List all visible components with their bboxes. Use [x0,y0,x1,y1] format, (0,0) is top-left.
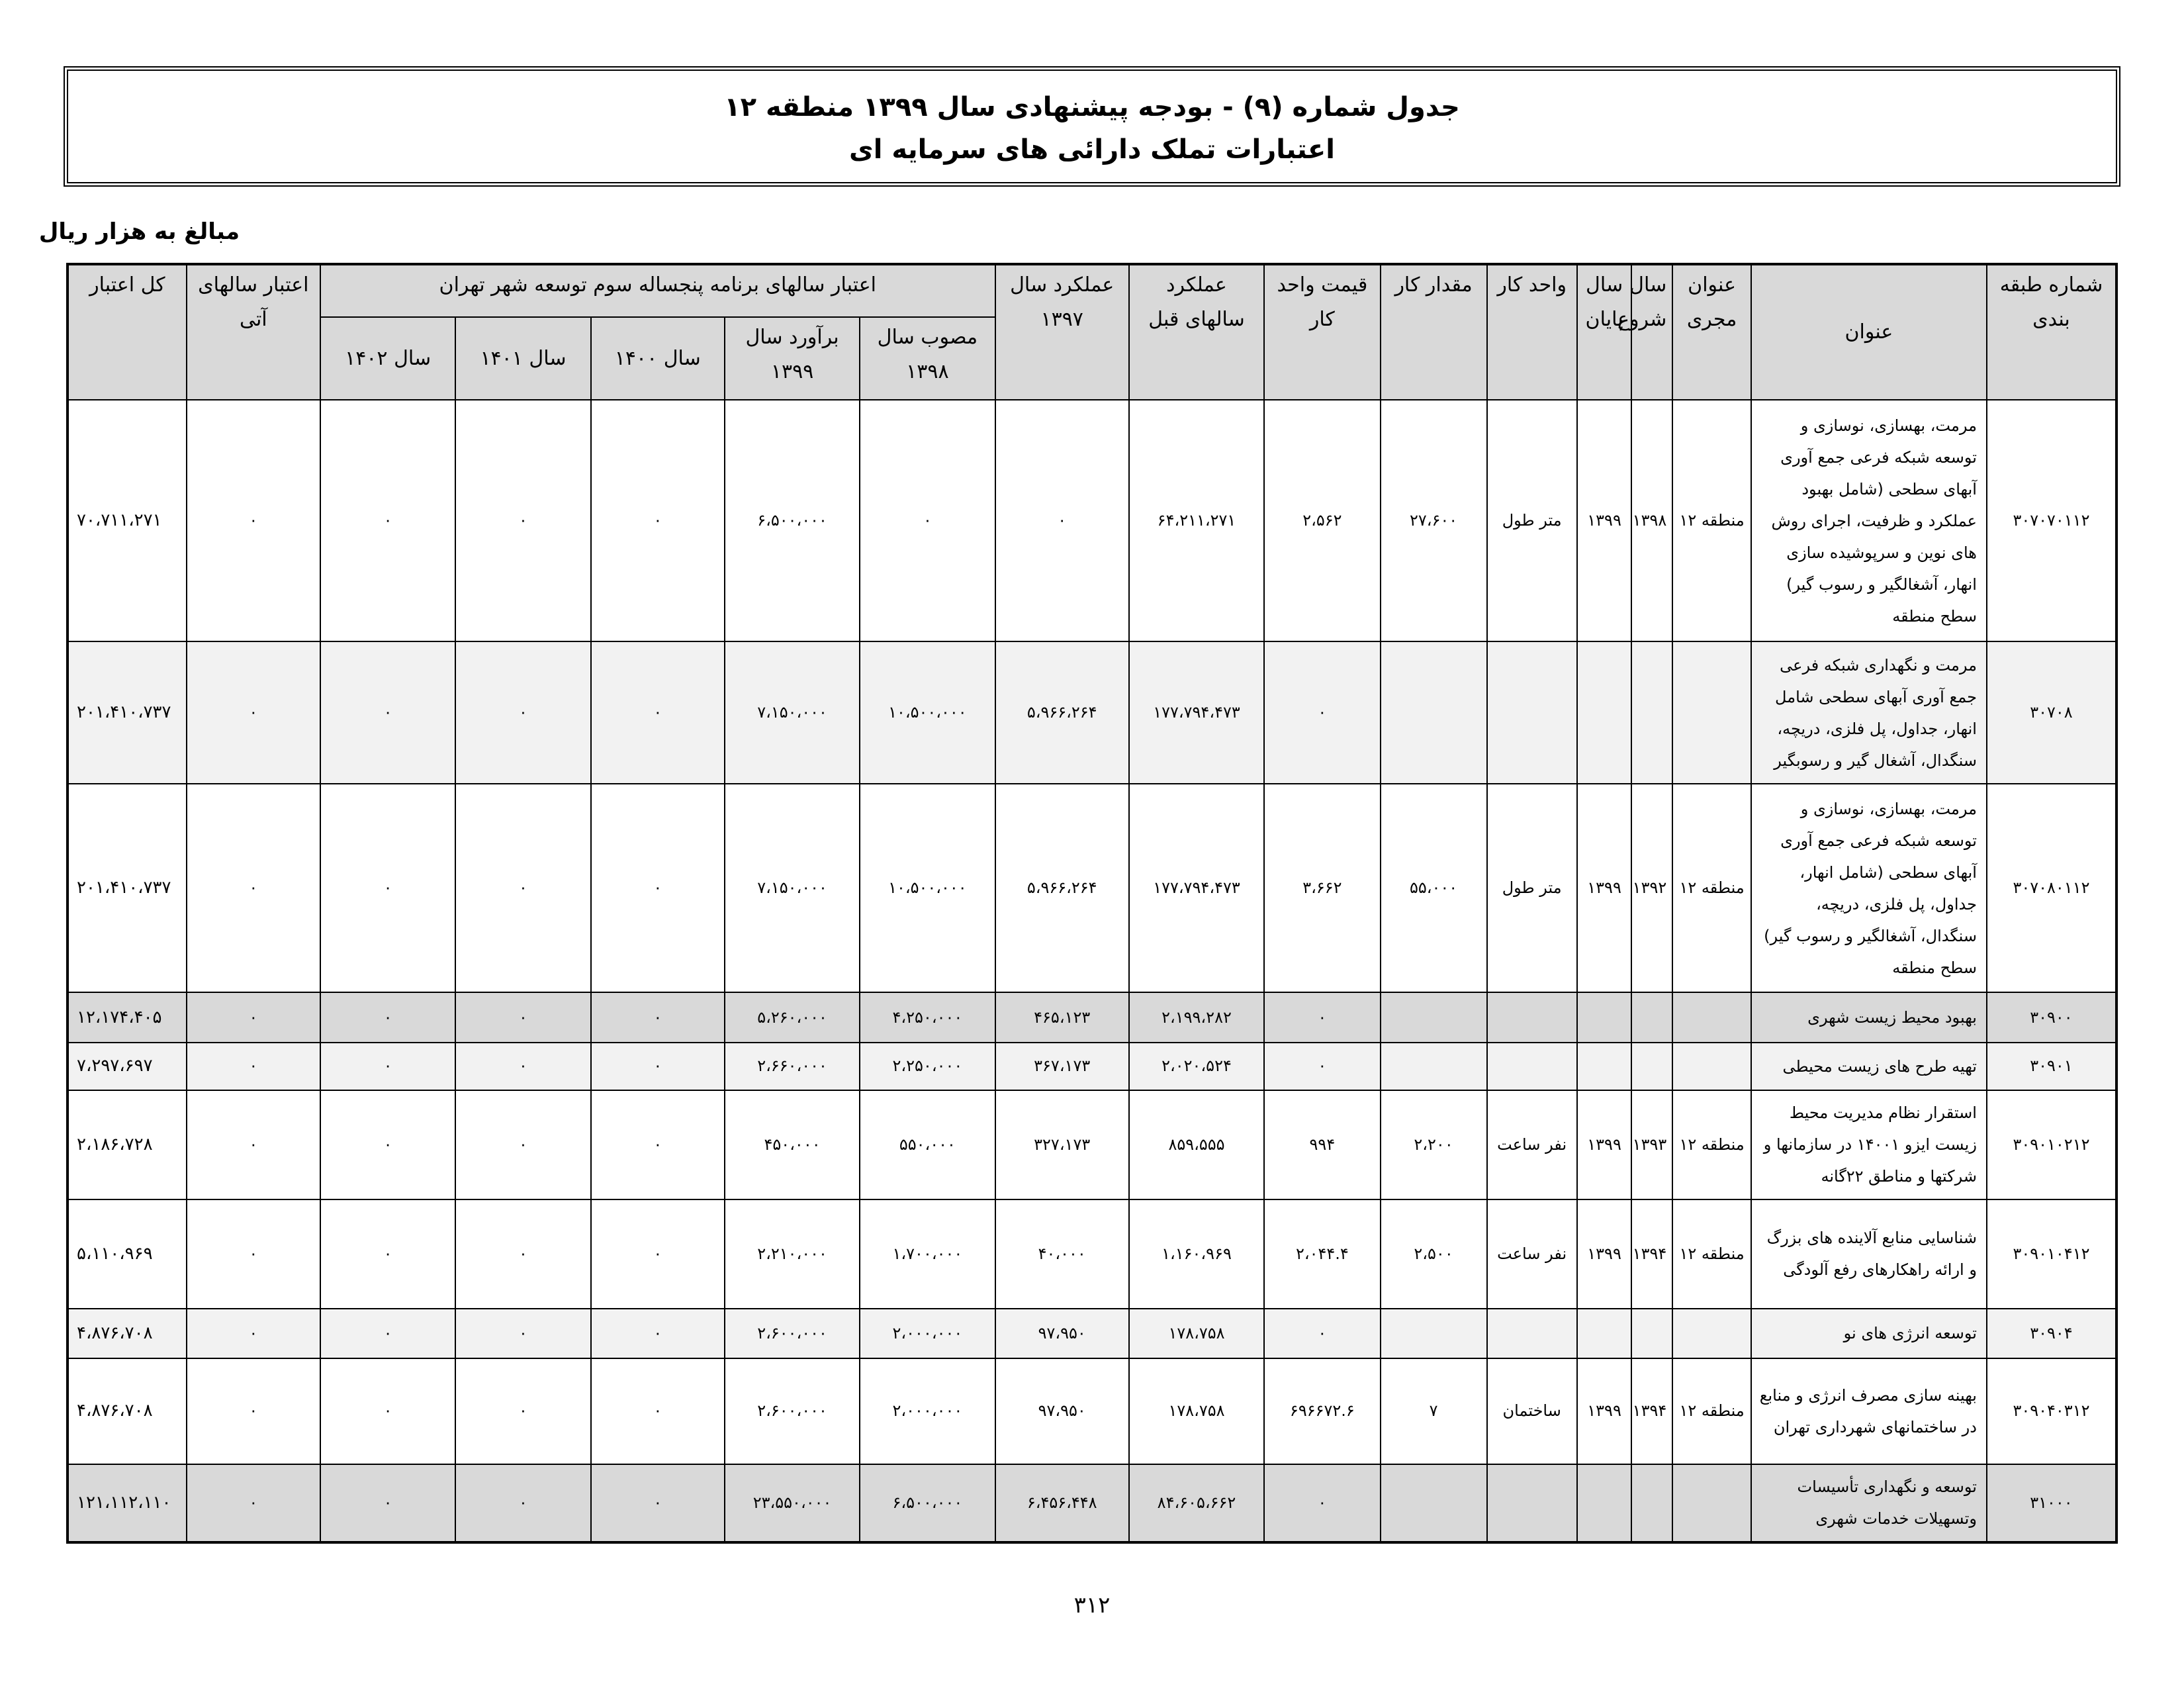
future-credit-cell: ۰ [187,400,320,641]
prev-performance-cell: ۱،۱۶۰،۹۶۹ [1129,1199,1264,1309]
unit-price-cell: ۲،۵۶۲ [1264,400,1380,641]
performance-1397-cell: ۹۷،۹۵۰ [995,1309,1129,1358]
unit-price-cell: ۰ [1264,1309,1380,1358]
performance-1397-cell: ۵،۹۶۶،۲۶۴ [995,784,1129,992]
year-1402-cell: ۰ [320,1090,455,1199]
performance-1397-cell: ۳۲۷،۱۷۳ [995,1090,1129,1199]
year-1400-cell: ۰ [591,1309,725,1358]
approved-1398-cell: ۲،۲۵۰،۰۰۰ [860,1043,995,1090]
unit-cell: نفر ساعت [1487,1090,1577,1199]
title-cell: بهینه سازی مصرف انرژی و منابع در ساختمانهای شهرداری تهران [1751,1358,1987,1464]
total-credit-cell: ۲۰۱،۴۱۰،۷۳۷ [68,784,187,992]
header-executor: عنوان مجری [1672,264,1751,400]
end-year-cell: ۱۳۹۹ [1577,1358,1632,1464]
prev-performance-cell: ۲،۰۲۰،۵۲۴ [1129,1043,1264,1090]
performance-1397-cell: ۶،۴۵۶،۴۴۸ [995,1464,1129,1542]
table-row [68,1043,2116,1090]
start-year-cell: ۱۳۹۳ [1631,1090,1672,1199]
year-1400-cell: ۰ [591,1043,725,1090]
start-year-cell [1631,1309,1672,1358]
title-cell: توسعه انرژی های نو [1751,1309,1987,1358]
end-year-cell: ۱۳۹۹ [1577,400,1632,641]
year-1400-cell: ۰ [591,641,725,784]
unit-cell [1487,992,1577,1042]
year-1400-cell: ۰ [591,1199,725,1309]
total-credit-cell: ۲۰۱،۴۱۰،۷۳۷ [68,641,187,784]
performance-1397-cell: ۳۶۷،۱۷۳ [995,1043,1129,1090]
year-1402-cell: ۰ [320,784,455,992]
executor-cell [1672,992,1751,1042]
total-credit-cell: ۴،۸۷۶،۷۰۸ [68,1309,187,1358]
year-1402-cell: ۰ [320,992,455,1042]
code-cell: ۳۰۷۰۷۰۱۱۲ [1987,400,2116,641]
code-cell: ۳۰۹۰۱۰۴۱۲ [1987,1199,2116,1309]
code-cell: ۳۰۹۰۱۰۲۱۲ [1987,1090,2116,1199]
end-year-cell: ۱۳۹۹ [1577,784,1632,992]
end-year-cell [1577,1309,1632,1358]
quantity-cell: ۲،۵۰۰ [1381,1199,1487,1309]
performance-1397-cell: ۹۷،۹۵۰ [995,1358,1129,1464]
end-year-cell [1577,1464,1632,1542]
end-year-cell [1577,1043,1632,1090]
header-unit: واحد کار [1487,264,1577,400]
year-1400-cell: ۰ [591,1358,725,1464]
estimate-1399-cell: ۲،۶۰۰،۰۰۰ [725,1358,860,1464]
total-credit-cell: ۱۲۱،۱۱۲،۱۱۰ [68,1464,187,1542]
title-cell: شناسایی منابع آلاینده های بزرگ و ارائه راهکارهای رفع آلودگی [1751,1199,1987,1309]
year-1401-cell: ۰ [455,1358,590,1464]
end-year-cell: ۱۳۹۹ [1577,1199,1632,1309]
table-row [68,1199,2116,1309]
unit-price-cell: ۰ [1264,1043,1380,1090]
page-number: ۳۱۲ [1073,1592,1111,1618]
future-credit-cell: ۰ [187,1090,320,1199]
year-1402-cell: ۰ [320,400,455,641]
header-code: شماره طبقه بندی [1987,264,2116,400]
prev-performance-cell: ۲،۱۹۹،۲۸۲ [1129,992,1264,1042]
year-1402-cell: ۰ [320,641,455,784]
future-credit-cell: ۰ [187,641,320,784]
year-1402-cell: ۰ [320,1043,455,1090]
total-credit-cell: ۱۲،۱۷۴،۴۰۵ [68,992,187,1042]
approved-1398-cell: ۲،۰۰۰،۰۰۰ [860,1309,995,1358]
title-cell: مرمت، بهسازی، نوسازی و توسعه شبکه فرعی جمع آوری آبهای سطحی (شامل انهار، جداول، پل فلزی، دریچه، سنگدال، آشغالگیر و رسوب گیر) سطح منطقه [1751,784,1987,992]
approved-1398-cell: ۰ [860,400,995,641]
approved-1398-cell: ۶،۵۰۰،۰۰۰ [860,1464,995,1542]
unit-price-cell: ۶۹۶۶۷۲.۶ [1264,1358,1380,1464]
total-credit-cell: ۵،۱۱۰،۹۶۹ [68,1199,187,1309]
table-row [68,784,2116,992]
total-credit-cell: ۷۰،۷۱۱،۲۷۱ [68,400,187,641]
title-box [64,66,2120,187]
approved-1398-cell: ۱،۷۰۰،۰۰۰ [860,1199,995,1309]
future-credit-cell: ۰ [187,1464,320,1542]
year-1400-cell: ۰ [591,1464,725,1542]
unit-price-cell: ۰ [1264,641,1380,784]
future-credit-cell: ۰ [187,1043,320,1090]
title-cell: توسعه و نگهداری تأسیسات وتسهیلات خدمات شهری [1751,1464,1987,1542]
year-1402-cell: ۰ [320,1309,455,1358]
unit-cell: نفر ساعت [1487,1199,1577,1309]
prev-performance-cell: ۶۴،۲۱۱،۲۷۱ [1129,400,1264,641]
table-row [68,1358,2116,1464]
estimate-1399-cell: ۷،۱۵۰،۰۰۰ [725,641,860,784]
start-year-cell: ۱۳۹۴ [1631,1358,1672,1464]
estimate-1399-cell: ۲،۲۱۰،۰۰۰ [725,1199,860,1309]
quantity-cell: ۲۷،۶۰۰ [1381,400,1487,641]
title-cell: مرمت و نگهداری شبکه فرعی جمع آوری آبهای سطحی شامل انهار، جداول، پل فلزی، دریچه، سنگدال، آشغال گیر و رسوبگیر [1751,641,1987,784]
total-credit-cell: ۴،۸۷۶،۷۰۸ [68,1358,187,1464]
end-year-cell: ۱۳۹۹ [1577,1090,1632,1199]
year-1401-cell: ۰ [455,784,590,992]
unit-cell: ساختمان [1487,1358,1577,1464]
unit-cell [1487,1464,1577,1542]
code-cell: ۳۰۹۰۴ [1987,1309,2116,1358]
start-year-cell: ۱۳۹۴ [1631,1199,1672,1309]
title-cell: مرمت، بهسازی، نوسازی و توسعه شبکه فرعی جمع آوری آبهای سطحی (شامل بهبود عملکرد و ظرفیت، اجرای روش های نوین و سرپوشیده سازی انهار، آشغالگیر و رسوب گیر) سطح منطقه [1751,400,1987,641]
quantity-cell [1381,641,1487,784]
table-row [68,992,2116,1042]
future-credit-cell: ۰ [187,1309,320,1358]
year-1401-cell: ۰ [455,1043,590,1090]
start-year-cell [1631,1043,1672,1090]
unit-cell: متر طول [1487,400,1577,641]
end-year-cell [1577,992,1632,1042]
executor-cell [1672,1464,1751,1542]
start-year-cell [1631,1464,1672,1542]
page-subtitle: اعتبارات تملک دارائی های سرمایه ای [849,134,1335,165]
table-row [68,1090,2116,1199]
header-performance-1397: عملکرد سال ۱۳۹۷ [995,264,1129,400]
code-cell: ۳۰۹۰۱ [1987,1043,2116,1090]
estimate-1399-cell: ۲،۶۶۰،۰۰۰ [725,1043,860,1090]
header-unit-price: قیمت واحد کار [1264,264,1380,400]
total-credit-cell: ۲،۱۸۶،۷۲۸ [68,1090,187,1199]
estimate-1399-cell: ۴۵۰،۰۰۰ [725,1090,860,1199]
year-1401-cell: ۰ [455,400,590,641]
budget-table [66,263,2118,1544]
start-year-cell: ۱۳۹۲ [1631,784,1672,992]
future-credit-cell: ۰ [187,1199,320,1309]
year-1401-cell: ۰ [455,1090,590,1199]
code-cell: ۳۰۹۰۰ [1987,992,2116,1042]
year-1402-cell: ۰ [320,1358,455,1464]
approved-1398-cell: ۱۰،۵۰۰،۰۰۰ [860,784,995,992]
performance-1397-cell: ۵،۹۶۶،۲۶۴ [995,641,1129,784]
table-row [68,641,2116,784]
executor-cell: منطقه ۱۲ [1672,1199,1751,1309]
year-1400-cell: ۰ [591,784,725,992]
quantity-cell [1381,1464,1487,1542]
code-cell: ۳۰۷۰۸۰۱۱۲ [1987,784,2116,992]
table-row [68,400,2116,641]
approved-1398-cell: ۴،۲۵۰،۰۰۰ [860,992,995,1042]
title-cell: بهبود محیط زیست شهری [1751,992,1987,1042]
quantity-cell [1381,1309,1487,1358]
approved-1398-cell: ۱۰،۵۰۰،۰۰۰ [860,641,995,784]
prev-performance-cell: ۱۷۷،۷۹۴،۴۷۳ [1129,784,1264,992]
future-credit-cell: ۰ [187,784,320,992]
header-prev-performance: عملکرد سالهای قبل [1129,264,1264,400]
header-start-year: سال شروع [1631,264,1672,400]
end-year-cell [1577,641,1632,784]
header-future-credit: اعتبار سالهای آتی [187,264,320,400]
header-total-credit: کل اعتبار [68,264,187,400]
year-1401-cell: ۰ [455,1464,590,1542]
estimate-1399-cell: ۲،۶۰۰،۰۰۰ [725,1309,860,1358]
future-credit-cell: ۰ [187,992,320,1042]
header-title: عنوان [1751,264,1987,400]
total-credit-cell: ۷،۲۹۷،۶۹۷ [68,1043,187,1090]
prev-performance-cell: ۱۷۷،۷۹۴،۴۷۳ [1129,641,1264,784]
code-cell: ۳۰۷۰۸ [1987,641,2116,784]
year-1402-cell: ۰ [320,1199,455,1309]
executor-cell [1672,1043,1751,1090]
unit-price-cell: ۲،۰۴۴.۴ [1264,1199,1380,1309]
unit-price-cell: ۹۹۴ [1264,1090,1380,1199]
header-approved-1398: مصوب سال ۱۳۹۸ [860,317,995,400]
unit-cell [1487,1043,1577,1090]
prev-performance-cell: ۸۴،۶۰۵،۶۶۲ [1129,1464,1264,1542]
page-title: جدول شماره (۹) - بودجه پیشنهادی سال ۱۳۹۹ منطقه ۱۲ [724,92,1460,122]
unit-cell: متر طول [1487,784,1577,992]
code-cell: ۳۰۹۰۴۰۳۱۲ [1987,1358,2116,1464]
quantity-cell: ۲،۲۰۰ [1381,1090,1487,1199]
executor-cell: منطقه ۱۲ [1672,784,1751,992]
unit-price-cell: ۰ [1264,992,1380,1042]
quantity-cell: ۷ [1381,1358,1487,1464]
table-row [68,1464,2116,1542]
start-year-cell [1631,992,1672,1042]
title-cell: استقرار نظام مدیریت محیط زیست ایزو ۱۴۰۰۱ در سازمانها و شرکتها و مناطق ۲۲گانه [1751,1090,1987,1199]
header-year-1401: سال ۱۴۰۱ [455,317,590,400]
executor-cell [1672,641,1751,784]
performance-1397-cell: ۰ [995,400,1129,641]
table-row [68,1309,2116,1358]
prev-performance-cell: ۱۷۸،۷۵۸ [1129,1358,1264,1464]
executor-cell: منطقه ۱۲ [1672,1358,1751,1464]
year-1402-cell: ۰ [320,1464,455,1542]
unit-cell [1487,641,1577,784]
header-year-1402: سال ۱۴۰۲ [320,317,455,400]
approved-1398-cell: ۲،۰۰۰،۰۰۰ [860,1358,995,1464]
executor-cell [1672,1309,1751,1358]
year-1401-cell: ۰ [455,641,590,784]
approved-1398-cell: ۵۵۰،۰۰۰ [860,1090,995,1199]
prev-performance-cell: ۱۷۸،۷۵۸ [1129,1309,1264,1358]
quantity-cell [1381,1043,1487,1090]
header-plan-group: اعتبار سالهای برنامه پنجساله سوم توسعه شهر تهران [320,264,995,317]
code-cell: ۳۱۰۰۰ [1987,1464,2116,1542]
performance-1397-cell: ۴۰،۰۰۰ [995,1199,1129,1309]
year-1400-cell: ۰ [591,1090,725,1199]
header-end-year: سال پایان [1577,264,1632,400]
year-1401-cell: ۰ [455,1309,590,1358]
estimate-1399-cell: ۶،۵۰۰،۰۰۰ [725,400,860,641]
performance-1397-cell: ۴۶۵،۱۲۳ [995,992,1129,1042]
quantity-cell: ۵۵،۰۰۰ [1381,784,1487,992]
year-1401-cell: ۰ [455,992,590,1042]
year-1401-cell: ۰ [455,1199,590,1309]
header-quantity: مقدار کار [1381,264,1487,400]
title-cell: تهیه طرح های زیست محیطی [1751,1043,1987,1090]
header-year-1400: سال ۱۴۰۰ [591,317,725,400]
unit-price-cell: ۰ [1264,1464,1380,1542]
future-credit-cell: ۰ [187,1358,320,1464]
unit-cell [1487,1309,1577,1358]
quantity-cell [1381,992,1487,1042]
year-1400-cell: ۰ [591,400,725,641]
unit-price-cell: ۳،۶۶۲ [1264,784,1380,992]
year-1400-cell: ۰ [591,992,725,1042]
unit-note: مبالغ به هزار ریال [38,218,240,245]
estimate-1399-cell: ۵،۲۶۰،۰۰۰ [725,992,860,1042]
estimate-1399-cell: ۲۳،۵۵۰،۰۰۰ [725,1464,860,1542]
estimate-1399-cell: ۷،۱۵۰،۰۰۰ [725,784,860,992]
prev-performance-cell: ۸۵۹،۵۵۵ [1129,1090,1264,1199]
header-estimate-1399: برآورد سال ۱۳۹۹ [725,317,860,400]
executor-cell: منطقه ۱۲ [1672,400,1751,641]
start-year-cell: ۱۳۹۸ [1631,400,1672,641]
start-year-cell [1631,641,1672,784]
executor-cell: منطقه ۱۲ [1672,1090,1751,1199]
